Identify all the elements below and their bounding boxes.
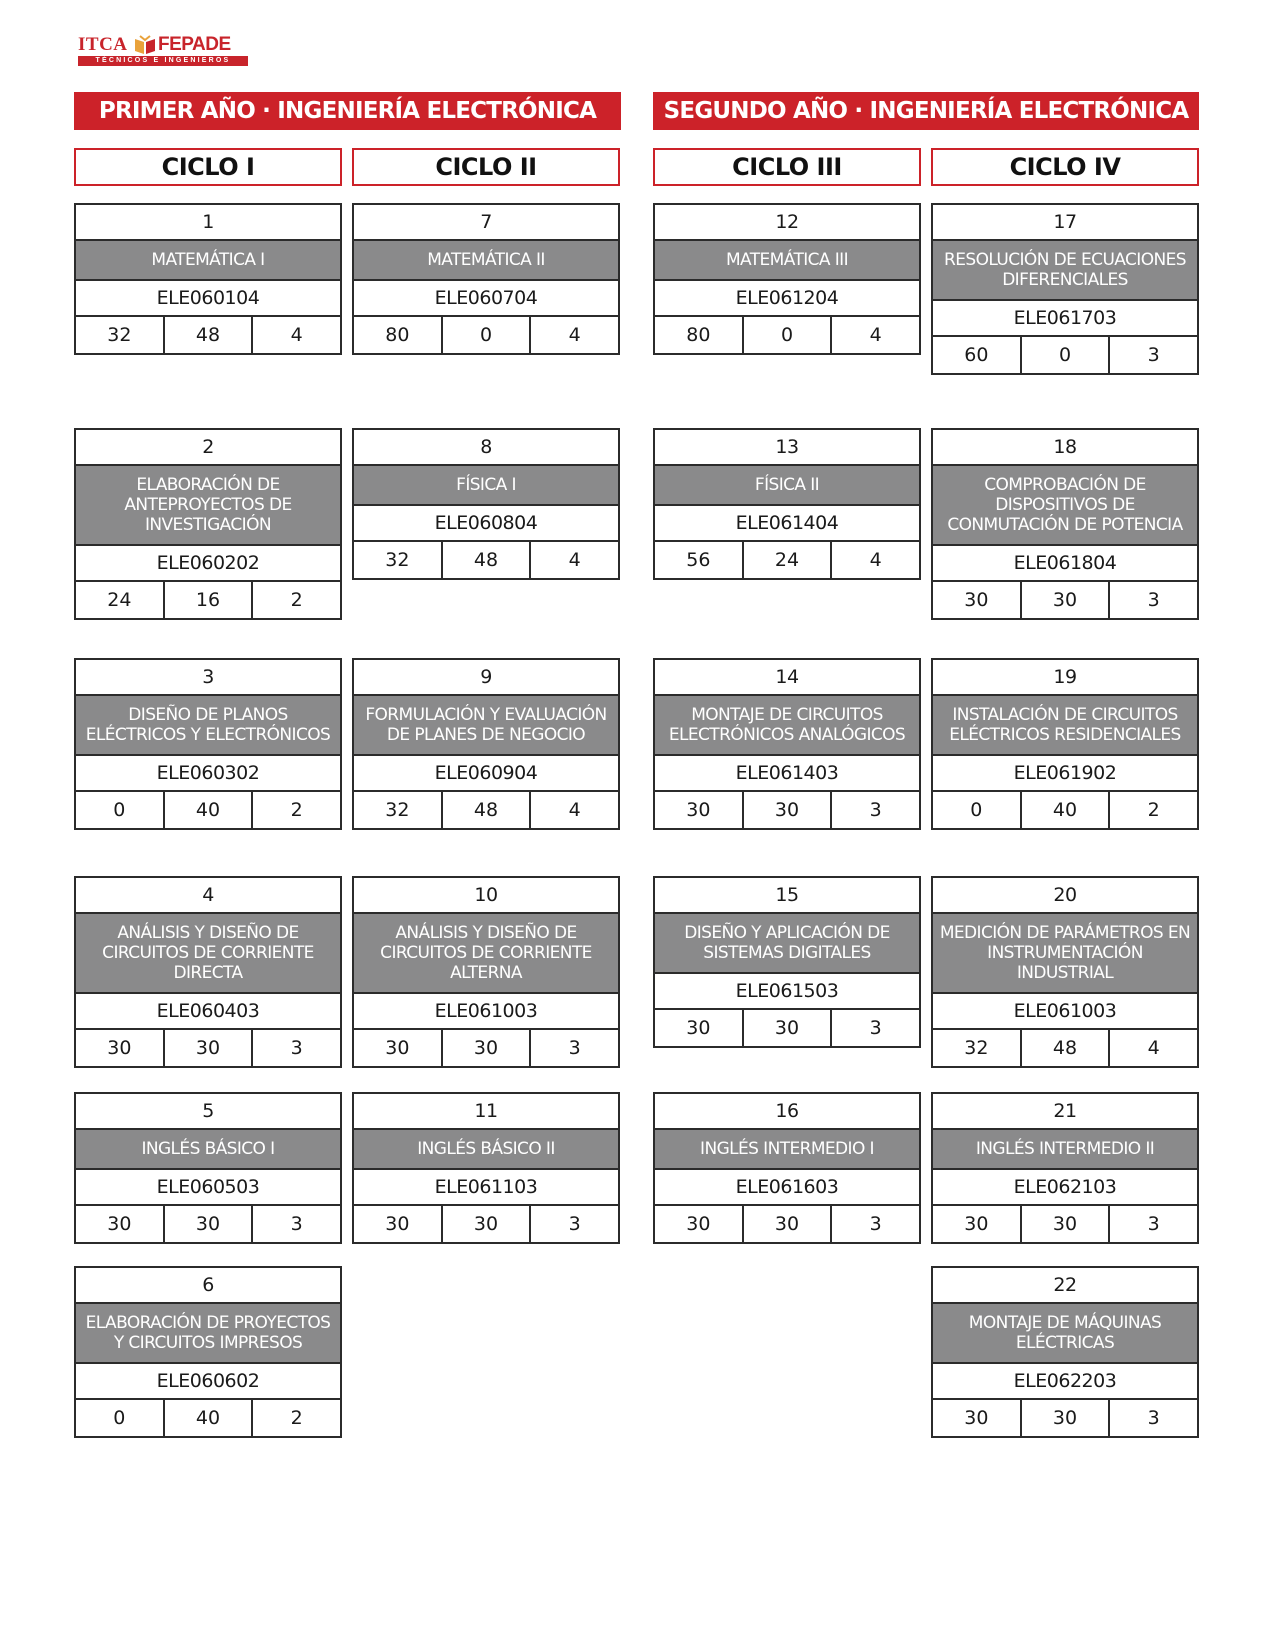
hours-theory: 56 [655, 542, 744, 578]
course-card [74, 203, 342, 355]
course-hours [76, 1206, 340, 1242]
open-book-icon [134, 35, 156, 55]
course-name: INSTALACIÓN DE CIRCUITOS ELÉCTRICOS RESIDENCIALES [933, 696, 1197, 756]
course-hours [933, 792, 1197, 828]
course-name: ELABORACIÓN DE PROYECTOS Y CIRCUITOS IMPRESOS [76, 1304, 340, 1364]
course-card [74, 1092, 342, 1244]
course-card [352, 203, 620, 355]
course-number: 6 [76, 1268, 340, 1304]
course-code: ELE062203 [933, 1364, 1197, 1400]
course-card [931, 658, 1199, 830]
credits: 4 [568, 324, 581, 346]
course-code: ELE060403 [76, 994, 340, 1030]
course-card [352, 428, 620, 580]
course-name: MEDICIÓN DE PARÁMETROS EN INSTRUMENTACIÓN INDUSTRIAL [933, 914, 1197, 994]
course-number: 21 [933, 1094, 1197, 1130]
course-name: INGLÉS BÁSICO II [354, 1130, 618, 1170]
course-number: 1 [76, 205, 340, 241]
hours-practice: 40 [165, 792, 254, 828]
credits: 4 [568, 799, 581, 821]
course-hours [933, 337, 1197, 373]
hours-theory: 30 [933, 1206, 1022, 1242]
credits: 2 [290, 799, 303, 821]
course-number: 15 [655, 878, 919, 914]
course-code: ELE061603 [655, 1170, 919, 1206]
course-name: INGLÉS BÁSICO I [76, 1130, 340, 1170]
credits: 4 [568, 549, 581, 571]
course-code: ELE060904 [354, 756, 618, 792]
cycle-header-3: CICLO III [653, 148, 921, 186]
course-hours [933, 1030, 1197, 1066]
course-number: 22 [933, 1268, 1197, 1304]
course-code: ELE061003 [354, 994, 618, 1030]
course-code: ELE060602 [76, 1364, 340, 1400]
hours-practice: 30 [744, 792, 833, 828]
course-hours [933, 1206, 1197, 1242]
course-name: FORMULACIÓN Y EVALUACIÓN DE PLANES DE NEGOCIO [354, 696, 618, 756]
hours-practice: 40 [1022, 792, 1111, 828]
course-name: INGLÉS INTERMEDIO II [933, 1130, 1197, 1170]
course-card [653, 203, 921, 355]
credits: 3 [869, 799, 882, 821]
hours-theory: 32 [354, 542, 443, 578]
hours-theory: 30 [354, 1206, 443, 1242]
course-hours [354, 317, 618, 353]
hours-theory: 30 [76, 1206, 165, 1242]
course-hours [933, 1400, 1197, 1436]
hours-practice: 48 [165, 317, 254, 353]
credits: 4 [1147, 1037, 1160, 1059]
course-number: 2 [76, 430, 340, 466]
course-number: 17 [933, 205, 1197, 241]
hours-theory: 30 [655, 792, 744, 828]
cycle-header-2: CICLO II [352, 148, 620, 186]
course-code: ELE061703 [933, 301, 1197, 337]
course-card [74, 658, 342, 830]
course-hours [354, 1206, 618, 1242]
hours-theory: 60 [933, 337, 1022, 373]
course-code: ELE061503 [655, 974, 919, 1010]
course-name: ANÁLISIS Y DISEÑO DE CIRCUITOS DE CORRIENTE ALTERNA [354, 914, 618, 994]
hours-practice: 0 [443, 317, 532, 353]
hours-practice: 30 [443, 1206, 532, 1242]
course-name: MONTAJE DE CIRCUITOS ELECTRÓNICOS ANALÓGICOS [655, 696, 919, 756]
course-hours [655, 542, 919, 578]
course-card [74, 1266, 342, 1438]
credits: 4 [869, 324, 882, 346]
cycle-header-1: CICLO I [74, 148, 342, 186]
course-code: ELE060804 [354, 506, 618, 542]
hours-practice: 30 [1022, 1400, 1111, 1436]
credits: 3 [869, 1213, 882, 1235]
course-name: COMPROBACIÓN DE DISPOSITIVOS DE CONMUTACIÓN DE POTENCIA [933, 466, 1197, 546]
credits: 3 [1147, 1407, 1160, 1429]
course-number: 12 [655, 205, 919, 241]
course-card [931, 1266, 1199, 1438]
credits: 3 [869, 1017, 882, 1039]
hours-practice: 0 [744, 317, 833, 353]
course-code: ELE060202 [76, 546, 340, 582]
course-hours [354, 792, 618, 828]
course-hours [76, 1030, 340, 1066]
credits: 3 [568, 1213, 581, 1235]
credits: 3 [1147, 1213, 1160, 1235]
course-number: 13 [655, 430, 919, 466]
course-card [931, 203, 1199, 375]
course-name: INGLÉS INTERMEDIO I [655, 1130, 919, 1170]
hours-theory: 24 [76, 582, 165, 618]
hours-theory: 32 [76, 317, 165, 353]
course-card [931, 428, 1199, 620]
hours-practice: 30 [744, 1010, 833, 1046]
course-number: 18 [933, 430, 1197, 466]
hours-practice: 24 [744, 542, 833, 578]
hours-theory: 30 [655, 1010, 744, 1046]
course-card [653, 1092, 921, 1244]
course-number: 14 [655, 660, 919, 696]
hours-practice: 30 [1022, 582, 1111, 618]
course-number: 11 [354, 1094, 618, 1130]
course-code: ELE060104 [76, 281, 340, 317]
course-code: ELE061804 [933, 546, 1197, 582]
course-code: ELE061902 [933, 756, 1197, 792]
course-card [653, 876, 921, 1048]
credits: 2 [290, 1407, 303, 1429]
hours-practice: 30 [744, 1206, 833, 1242]
hours-practice: 30 [443, 1030, 532, 1066]
logo-brand-fepade: FEPADE [158, 34, 231, 55]
course-card [931, 1092, 1199, 1244]
itca-fepade-logo [78, 34, 250, 68]
course-code: ELE060704 [354, 281, 618, 317]
course-number: 8 [354, 430, 618, 466]
course-number: 20 [933, 878, 1197, 914]
hours-theory: 0 [933, 792, 1022, 828]
course-name: FÍSICA I [354, 466, 618, 506]
course-code: ELE062103 [933, 1170, 1197, 1206]
course-number: 10 [354, 878, 618, 914]
hours-practice: 30 [165, 1206, 254, 1242]
cycle-header-4: CICLO IV [931, 148, 1199, 186]
course-number: 9 [354, 660, 618, 696]
logo-tagline: TÉCNICOS E INGENIEROS [78, 56, 248, 66]
credits: 2 [1147, 799, 1160, 821]
course-name: MATEMÁTICA I [76, 241, 340, 281]
course-card [352, 658, 620, 830]
hours-theory: 30 [933, 582, 1022, 618]
hours-theory: 32 [354, 792, 443, 828]
credits: 3 [568, 1037, 581, 1059]
course-number: 4 [76, 878, 340, 914]
course-name: FÍSICA II [655, 466, 919, 506]
credits: 4 [290, 324, 303, 346]
hours-practice: 48 [443, 792, 532, 828]
hours-theory: 0 [76, 792, 165, 828]
course-name: ANÁLISIS Y DISEÑO DE CIRCUITOS DE CORRIENTE DIRECTA [76, 914, 340, 994]
course-card [74, 876, 342, 1068]
hours-theory: 30 [76, 1030, 165, 1066]
course-card [931, 876, 1199, 1068]
course-hours [655, 317, 919, 353]
hours-practice: 0 [1022, 337, 1111, 373]
course-hours [354, 1030, 618, 1066]
course-hours [76, 792, 340, 828]
hours-practice: 40 [165, 1400, 254, 1436]
course-code: ELE061103 [354, 1170, 618, 1206]
hours-practice: 30 [165, 1030, 254, 1066]
course-name: ELABORACIÓN DE ANTEPROYECTOS DE INVESTIGACIÓN [76, 466, 340, 546]
year-header-second: SEGUNDO AÑO · INGENIERÍA ELECTRÓNICA [653, 92, 1199, 130]
hours-practice: 16 [165, 582, 254, 618]
course-code: ELE061404 [655, 506, 919, 542]
hours-practice: 48 [1022, 1030, 1111, 1066]
course-code: ELE061204 [655, 281, 919, 317]
credits: 2 [290, 589, 303, 611]
course-hours [655, 1010, 919, 1046]
course-card [74, 428, 342, 620]
hours-theory: 80 [655, 317, 744, 353]
course-card [653, 658, 921, 830]
course-hours [76, 1400, 340, 1436]
course-code: ELE060302 [76, 756, 340, 792]
credits: 3 [1147, 344, 1160, 366]
course-hours [655, 1206, 919, 1242]
course-code: ELE060503 [76, 1170, 340, 1206]
hours-theory: 80 [354, 317, 443, 353]
credits: 3 [1147, 589, 1160, 611]
course-hours [354, 542, 618, 578]
course-name: MATEMÁTICA III [655, 241, 919, 281]
hours-practice: 30 [1022, 1206, 1111, 1242]
hours-theory: 30 [354, 1030, 443, 1066]
logo-brand-itca: ITCA [78, 34, 128, 55]
course-number: 16 [655, 1094, 919, 1130]
course-number: 19 [933, 660, 1197, 696]
course-card [352, 876, 620, 1068]
credits: 3 [290, 1213, 303, 1235]
course-name: DISEÑO Y APLICACIÓN DE SISTEMAS DIGITALES [655, 914, 919, 974]
course-hours [76, 317, 340, 353]
course-hours [76, 582, 340, 618]
course-name: DISEÑO DE PLANOS ELÉCTRICOS Y ELECTRÓNICOS [76, 696, 340, 756]
hours-practice: 48 [443, 542, 532, 578]
credits: 4 [869, 549, 882, 571]
credits: 3 [290, 1037, 303, 1059]
course-name: RESOLUCIÓN DE ECUACIONES DIFERENCIALES [933, 241, 1197, 301]
hours-theory: 30 [933, 1400, 1022, 1436]
course-code: ELE061403 [655, 756, 919, 792]
year-header-first: PRIMER AÑO · INGENIERÍA ELECTRÓNICA [74, 92, 621, 130]
course-name: MATEMÁTICA II [354, 241, 618, 281]
course-hours [933, 582, 1197, 618]
course-card [653, 428, 921, 580]
course-number: 7 [354, 205, 618, 241]
course-number: 5 [76, 1094, 340, 1130]
course-name: MONTAJE DE MÁQUINAS ELÉCTRICAS [933, 1304, 1197, 1364]
course-hours [655, 792, 919, 828]
course-code: ELE061003 [933, 994, 1197, 1030]
hours-theory: 32 [933, 1030, 1022, 1066]
course-number: 3 [76, 660, 340, 696]
hours-theory: 0 [76, 1400, 165, 1436]
course-card [352, 1092, 620, 1244]
hours-theory: 30 [655, 1206, 744, 1242]
